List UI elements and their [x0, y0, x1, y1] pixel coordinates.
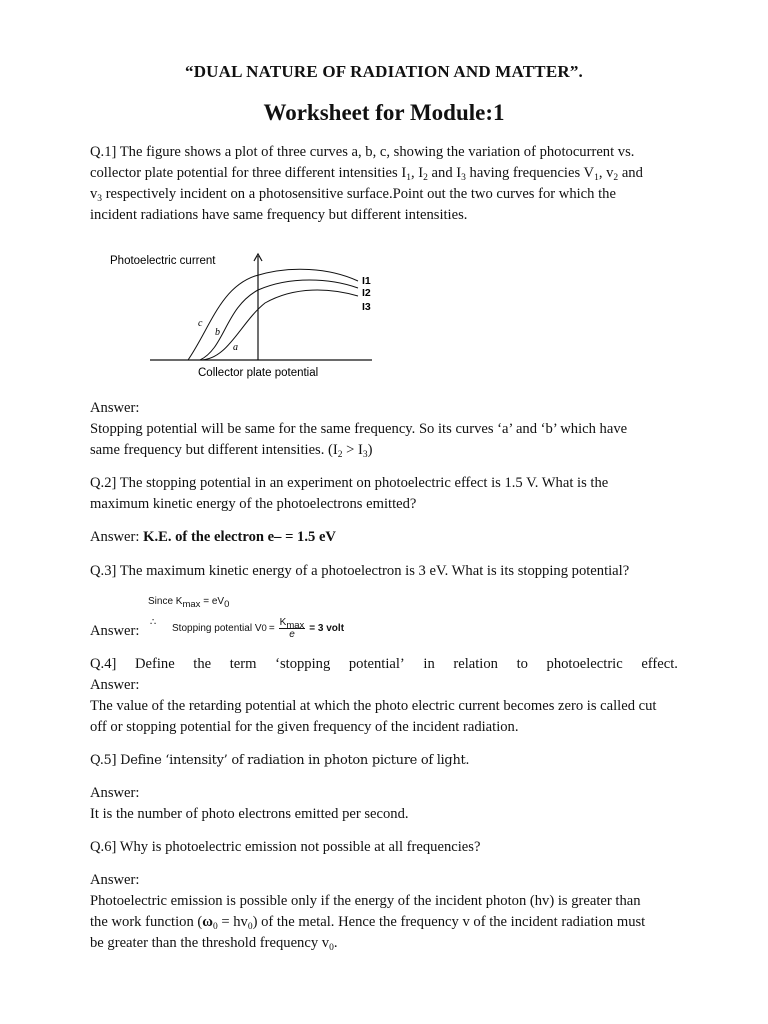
q4-answer-line-1: The value of the retarding potential at which the photo electric current becomes zero is called cut: [90, 698, 657, 714]
curve-letter-a: a: [233, 342, 238, 353]
q1-text-2e: , v: [598, 165, 614, 181]
x-axis-label: Collector plate potential: [198, 367, 319, 379]
q4-word: to: [516, 656, 528, 672]
a3-result: = 3 volt: [309, 623, 345, 634]
a3-kmax-sub: max: [182, 599, 201, 610]
q4-word: ‘stopping: [275, 656, 331, 672]
a1-sub-2: 2: [337, 450, 343, 460]
q5-answer-label: Answer:: [90, 785, 140, 801]
q4-word: Define: [134, 656, 175, 672]
curve-c: [188, 269, 358, 360]
q1-line-3: [90, 184, 678, 205]
a1-line-2: [90, 440, 678, 461]
a3-frac-den: e: [289, 629, 295, 640]
a2-label: Answer:: [90, 529, 140, 545]
curve-letter-c: c: [198, 318, 203, 329]
a3-equals: =: [268, 623, 275, 634]
sub-3b: 3: [97, 194, 103, 204]
q1-text-1: Q.1] The figure shows a plot of three curves a, b, c, showing the variation of photocurrent vs.: [90, 144, 635, 160]
q1-text-2a: collector plate potential for three different intensities I: [90, 165, 407, 181]
a3-zero-sub: 0: [224, 599, 230, 610]
q4-word: relation: [453, 656, 498, 672]
a3-frac-k: K: [279, 617, 287, 628]
q1-text-3b: respectively incident on a photosensitive surface.Point out the two curves for which the: [102, 186, 616, 202]
q6-text-2b: = hv: [217, 914, 248, 930]
y-axis-label: Photoelectric current: [110, 255, 216, 267]
q6-omega: ω: [202, 914, 213, 930]
a3-frac-num: [279, 617, 306, 629]
a1-line-1: Stopping potential will be same for the same frequency. So its curves ‘a’ and ‘b’ which have: [90, 421, 628, 437]
worksheet-subheading: Worksheet for Module:1: [263, 100, 505, 125]
q6-text-3a: be greater than the threshold frequency v: [90, 935, 330, 951]
a3-label: Answer:: [90, 623, 140, 639]
a1-text-2c: ): [367, 442, 373, 458]
sub-1: 1: [406, 173, 411, 183]
a3-eq-text: = eV: [200, 596, 225, 607]
q6-sub-0a: 0: [212, 922, 218, 932]
a1-sub-3: 3: [362, 450, 368, 460]
a3-therefore: ∴: [150, 617, 157, 628]
a3-since: [148, 596, 230, 610]
a2-value: K.E. of the electron e– = 1.5 eV: [143, 529, 336, 545]
q6-answer-line-1: Photoelectric emission is possible only if the energy of the incident photon (hv) is greater than: [90, 893, 641, 909]
curve-b: [200, 280, 358, 360]
q6-answer-label: Answer:: [90, 872, 140, 888]
q1-line-2: [90, 163, 678, 184]
q4-word: Q.4]: [90, 656, 117, 672]
q4-word: in: [423, 656, 435, 672]
sub-3: 3: [461, 173, 466, 183]
q6-answer-line-3: [90, 933, 678, 954]
curve-label-i2: I2: [362, 287, 371, 299]
q6-text: Q.6] Why is photoelectric emission not possible at all frequencies?: [90, 839, 481, 855]
q4-word: term: [229, 656, 257, 672]
q2-line-2: maximum kinetic energy of the photoelectrons emitted?: [90, 496, 417, 512]
q1-text-2d: having frequencies V: [465, 165, 595, 181]
q6-text-3b: .: [333, 935, 338, 951]
q4-word: photoelectric: [546, 656, 623, 672]
q1-text-3a: v: [90, 186, 98, 202]
a2: [90, 527, 678, 548]
q2-line-1: Q.2] The stopping potential in an experiment on photoelectric effect is 1.5 V. What is the: [90, 475, 609, 491]
q6-sub-0b: 0: [247, 922, 253, 932]
a1-text-2b: > I: [342, 442, 363, 458]
q4-answer-label: Answer:: [90, 677, 140, 693]
a3-frac-max: max: [286, 620, 305, 631]
a1-text-2a: same frequency but different intensities. (I: [90, 442, 338, 458]
a3-fraction: [279, 617, 306, 640]
q1-text-2f: and: [618, 165, 643, 181]
a3-equation: Stopping potential V 0 = $K_{max}$ e = 3 volt: [172, 617, 345, 640]
q1-text-2b: , I: [410, 165, 424, 181]
q4-answer-line-2: off or stopping potential for the given frequency of the incident radiation.: [90, 719, 519, 735]
photocurrent-figure: [100, 248, 390, 388]
q4-word: the: [193, 656, 212, 672]
curve-label-i3: I3: [362, 301, 371, 313]
q1-line-1: [90, 142, 678, 163]
q6-text-2a: the work function (: [90, 914, 203, 930]
sub-1b: 1: [594, 173, 599, 183]
sub-2b: 2: [613, 173, 619, 183]
q6-answer-line-2: [90, 912, 678, 933]
q4-word: effect.: [641, 656, 678, 672]
sub-2: 2: [423, 173, 428, 183]
worksheet-heading: “DUAL NATURE OF RADIATION AND MATTER”.: [185, 62, 583, 81]
q6-sub-0c: 0: [329, 943, 334, 953]
q4-word: potential’: [348, 656, 405, 672]
a1-label: Answer:: [90, 400, 140, 416]
q4-line: [90, 654, 678, 675]
q3-text: Q.3] The maximum kinetic energy of a photoelectron is 3 eV. What is its stopping potential?: [90, 563, 630, 579]
q5-text: Q.5] Define ‘intensity’ of radiation in photon picture of light.: [90, 753, 470, 768]
q1-line-4: incident radiations have same frequency but different intensities.: [90, 207, 468, 223]
q6-text-2c: ) of the metal. Hence the frequency v of the incident radiation must: [252, 914, 646, 930]
q5-answer: It is the number of photo electrons emitted per second.: [90, 806, 409, 822]
a3-stop-text: Stopping potential V: [172, 623, 262, 634]
curve-label-i1: I1: [362, 275, 371, 287]
a3-since-text: Since K: [148, 596, 183, 607]
curve-letter-b: b: [215, 327, 220, 338]
q1-text-2c: and I: [427, 165, 462, 181]
